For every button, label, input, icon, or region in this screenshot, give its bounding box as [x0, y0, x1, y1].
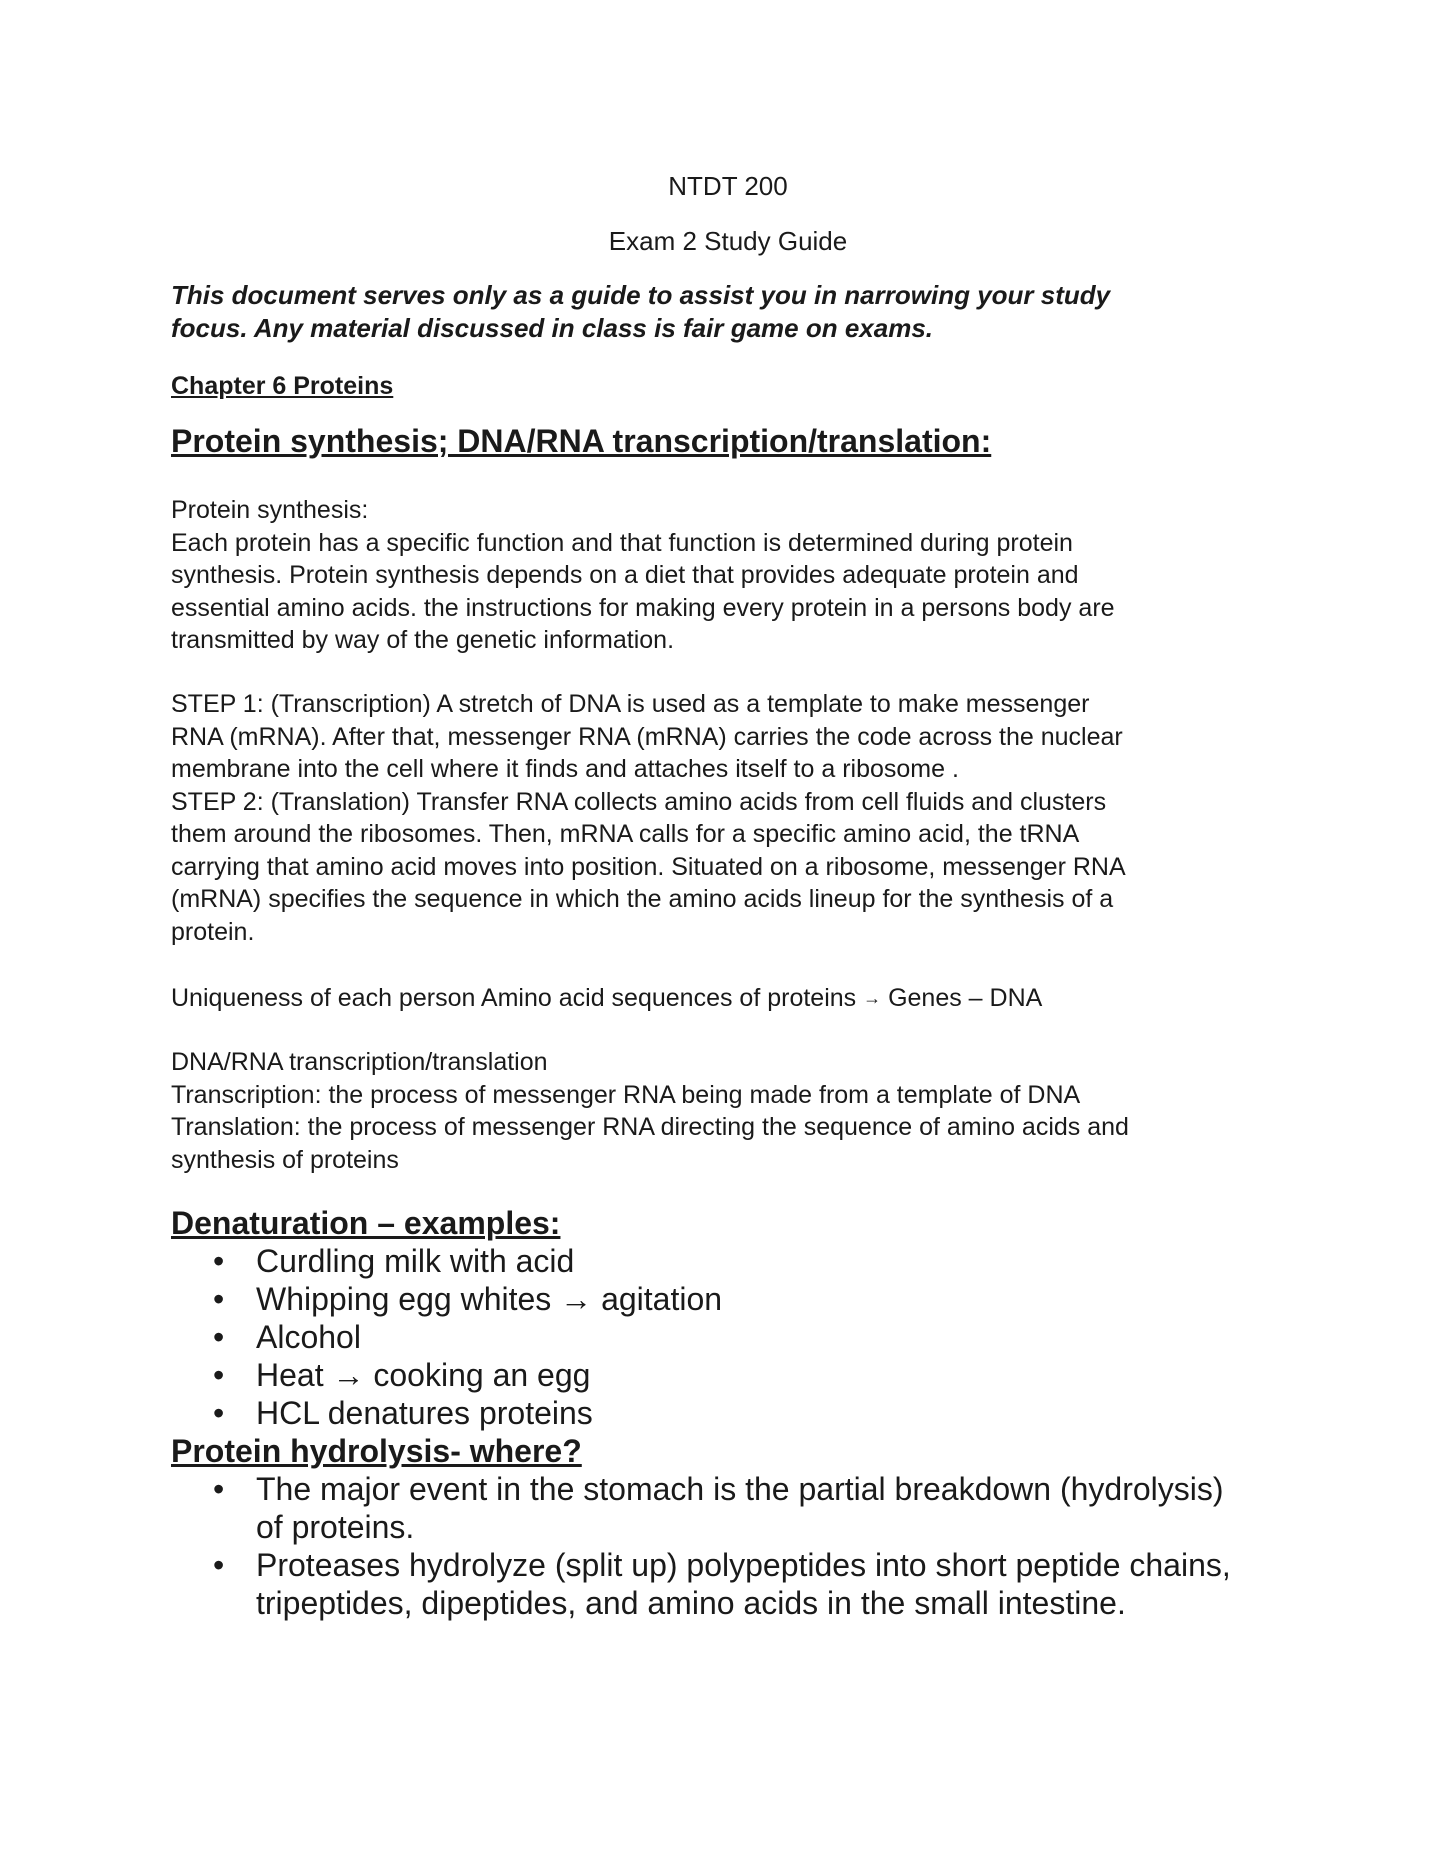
dna-rna-section: [171, 1046, 1301, 1176]
step-line: protein.: [171, 917, 255, 946]
bullet-icon: •: [213, 1281, 225, 1317]
list-item: • Whipping egg whites → agitation: [213, 1281, 723, 1317]
bullet-icon: •: [213, 1395, 225, 1431]
step-line: (mRNA) specifies the sequence in which the amino acids lineup for the synthesis of a: [171, 885, 1114, 913]
synthesis-intro-label: Protein synthesis:: [171, 496, 369, 524]
dna-rna-label: DNA/RNA transcription/translation: [171, 1048, 548, 1076]
dna-rna-line: Transcription: the process of messenger RNA being made from a template of DNA: [171, 1080, 1081, 1109]
bullet-icon: •: [213, 1319, 225, 1355]
list-item: • HCL denatures proteins: [213, 1395, 593, 1431]
uniqueness-line: [171, 982, 1301, 1015]
dna-rna-line: Translation: the process of messenger RNA directing the sequence of amino acids and: [171, 1113, 1129, 1141]
step-line: membrane into the cell where it finds and attaches itself to a ribosome .: [171, 755, 959, 783]
list-item: • Heat → cooking an egg: [213, 1357, 591, 1393]
synthesis-intro-line: Each protein has a specific function and that function is determined during protein: [171, 528, 1073, 557]
disclaimer-line: This document serves only as a guide to assist you in narrowing your study: [171, 280, 1111, 310]
synthesis-steps: [171, 688, 1301, 948]
uniqueness-text: Uniqueness of each person Amino acid sequences of proteins: [171, 984, 857, 1012]
uniqueness-tail: Genes – DNA: [888, 984, 1043, 1012]
step-line: STEP 1: (Transcription) A stretch of DNA is used as a template to make messenger: [171, 690, 1090, 718]
synthesis-intro-line: transmitted by way of the genetic information.: [171, 626, 675, 654]
synthesis-intro: [171, 494, 1301, 657]
disclaimer-line: focus. Any material discussed in class is fair game on exams.: [171, 313, 934, 343]
step-line: STEP 2: (Translation) Transfer RNA collects amino acids from cell fluids and clusters: [171, 787, 1107, 816]
bullet-icon: •: [213, 1471, 225, 1507]
chapter-heading: Chapter 6 Proteins: [171, 372, 394, 400]
step-line: them around the ribosomes. Then, mRNA calls for a specific amino acid, the tRNA: [171, 820, 1080, 848]
right-arrow-icon: →: [863, 988, 882, 1008]
list-item: • Alcohol: [213, 1319, 361, 1355]
synthesis-heading: Protein synthesis; DNA/RNA transcription/translation:: [171, 423, 992, 459]
course-code: NTDT 200: [668, 171, 788, 201]
bullet-icon: •: [213, 1357, 225, 1393]
denaturation-heading: Denaturation – examples:: [171, 1205, 561, 1241]
step-line: carrying that amino acid moves into position. Situated on a ribosome, messenger RNA: [171, 852, 1126, 881]
document-title: Exam 2 Study Guide: [608, 226, 848, 256]
bullet-icon: •: [213, 1547, 225, 1583]
hydrolysis-list: [171, 1470, 1301, 1622]
list-item: • The major event in the stomach is the partial breakdown (hydrolysis) of proteins.: [213, 1471, 1224, 1545]
synthesis-intro-line: essential amino acids. the instructions for making every protein in a persons body are: [171, 593, 1115, 622]
synthesis-intro-line: synthesis. Protein synthesis depends on a diet that provides adequate protein and: [171, 561, 1079, 589]
bullet-icon: •: [213, 1243, 225, 1279]
list-item: • Curdling milk with acid: [213, 1243, 575, 1279]
dna-rna-line: synthesis of proteins: [171, 1145, 399, 1174]
hydrolysis-heading: Protein hydrolysis- where?: [171, 1433, 582, 1469]
denaturation-list: [171, 1242, 1301, 1432]
step-line: RNA (mRNA). After that, messenger RNA (mRNA) carries the code across the nuclear: [171, 722, 1123, 751]
disclaimer: [171, 279, 1301, 345]
list-item: • Proteases hydrolyze (split up) polypeptides into short peptide chains, tripeptides, dipeptides, and amino acids in the small intestine.: [213, 1547, 1231, 1621]
